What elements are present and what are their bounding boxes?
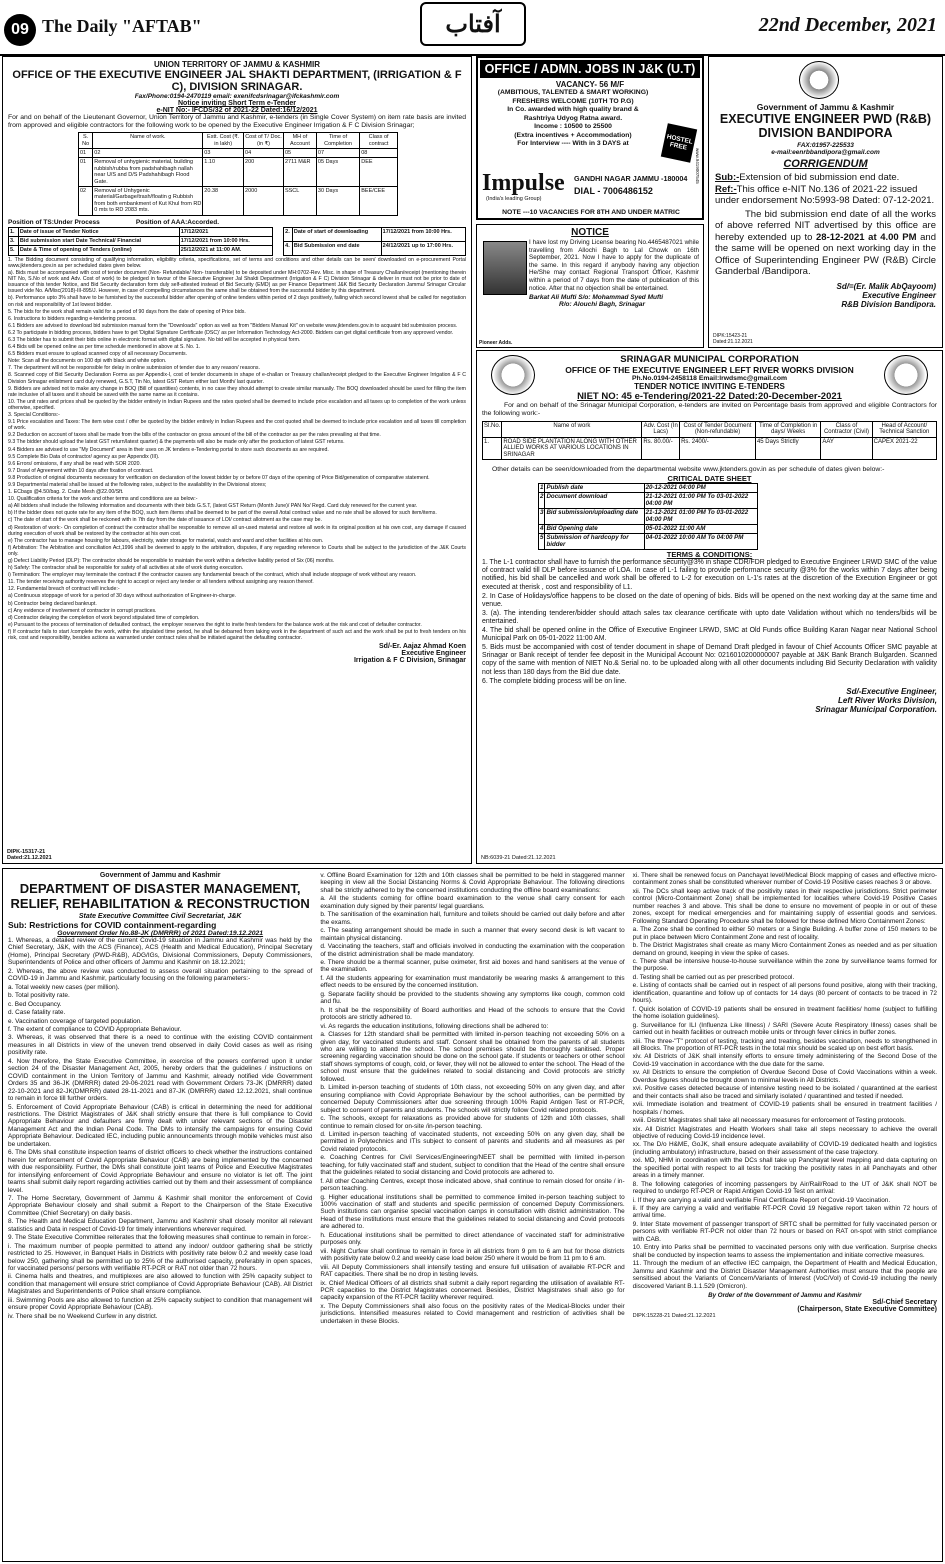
term-item: 9. Bidders are advised not to make any change in BOQ (Bill of quantities) contents, in no case they should attempt to create similar manually. The BOQ downloaded should be used for filling the item rate inclusive of all taxes and it should be saved with the same name as it contains. <box>8 385 466 398</box>
order-paragraph: i. If they are carrying a valid and verifiable Final Certificate Report of Covid-19 Vaccination. <box>632 1196 891 1204</box>
order-paragraph: iv. There shall be no Weekend Curfew in any district. <box>8 1312 158 1320</box>
term-item: 6.1 Bidders are advised to download bid submission manual form the "Downloads" option as well as from "Bidders Manual Kit" on website www.jktenders.gov.in to acquaint bid submission process. <box>8 322 458 329</box>
table-cell: ROAD SIDE PLANTATION ALONG WITH OTHER ALLIED WORKS AT VARIOUS LOCATIONS IN SRINAGAR <box>502 437 642 459</box>
dm-dipk: DIPK:15228-21 Dated:21.12.2021 <box>632 1313 716 1320</box>
issue-date: 22nd December, 2021 <box>758 14 937 36</box>
smc-nb: NB:6039-21 Dated:21.12.2021 <box>481 855 556 861</box>
term-item: b). Performance upto 3% shall have to be furnished by the successful bidder after opening of online tenders within period of 2 days positively, failing which second lowest shall be called for negotiation on risk and responsibility of 1st lowest bidder. <box>8 295 466 308</box>
term-item: c) The date of start of the work shall be reckoned with in 7th day from the date of issuance of LOI/ contract allotment as the case may be. <box>8 517 322 524</box>
table-row <box>483 437 937 459</box>
order-paragraph: h. Educational institutions shall be permitted to direct attendance of vaccinated staff for administrative purposes only. <box>320 1231 625 1247</box>
table-header-cell: S. No <box>79 133 93 149</box>
schedule-cell: 25/12/2021 at 11:00 AM. <box>179 246 272 255</box>
table-cell: 02 <box>93 149 203 158</box>
table-cell: 20.38 <box>203 187 244 216</box>
order-paragraph: i. The maximum number of people permitted to attend any indoor/ outdoor gathering shall be strictly restricted to 25. However, in Banquet Halls in Districts with positivity rate below 0.2 and weekly case load below 250, gathering shall be permitted up to 25% of the authorised capacity, preferably in open spaces, for vaccinated persons/ persons with verifiable RT-PCR or RAT not older than 72 hours. <box>8 1242 313 1273</box>
impulse-line: (Extra incentives + Accommodation) <box>514 131 632 139</box>
impulse-line: FRESHERS WELCOME (10TH TO P.G) <box>512 97 634 105</box>
dm-paragraphs <box>8 872 937 1325</box>
dm-title: DEPARTMENT OF DISASTER MANAGEMENT, RELIEF, REHABILITATION & RECONSTRUCTION <box>10 881 310 911</box>
pwd-dipk: DIPK:15423-21 Dated:21.12.2021 <box>713 333 753 345</box>
date-cell: 5 <box>539 534 545 550</box>
table-header-cell: Adv. Cost (In Lacs) <box>643 423 678 436</box>
order-paragraph: ii. Cinema halls and theatres, and multiplexes are also allowed to function with 25% capacity subject to condition that management will ensure strict compliance of Covid Appropriate Behaviour (CAB). All District Magistrates and Superintendents of Police shall ensure compliance. <box>8 1273 313 1296</box>
term-item: 1. The L-1 contractor shall have to furnish the performance security@3% in shape CDR/FDR pledged to Executive Engineer LRWD SMC of the value of contract valid till DLP before issuance of LOA. In case of L-1 failing to provide performance security @3% for the works within 7 days after being notified, his bid shall be cancelled and work shall be offered to L-2 for execution on L-1's rates at the discretion of the Execution Engineer or got executed at therisk , cost and responsibility of L1. <box>482 559 937 591</box>
page-header <box>0 0 945 56</box>
table-cell: 200 <box>244 158 284 187</box>
term-item: d) Contractor delaying the completion of work beyond stipulated time of completion. <box>8 614 200 621</box>
date-row <box>539 484 758 493</box>
smc-title: SRINAGAR MUNICIPAL CORPORATION <box>620 354 799 365</box>
jal-work-table <box>78 132 398 215</box>
order-paragraph: b. The sanitisation of the examination hall, furniture and toilets should be carried out daily before and after the exams. <box>320 911 625 926</box>
dm-subject: Sub: Restrictions for COVID containment-regarding <box>8 920 217 930</box>
table-cell: 02 <box>79 187 93 216</box>
schedule-cell: 2. <box>284 227 293 241</box>
smc-logo-icon <box>884 355 928 395</box>
schedule-cell: Date of start of downloading <box>292 227 381 241</box>
order-paragraph: iii. Swimming Pools are also allowed to function at 25% capacity subject to condition that management will ensure proper Covid Appropriate Behaviour (CAB). <box>8 1296 313 1312</box>
schedule-cell: 17/12/2021 <box>179 227 272 236</box>
jal-nit: e-NIT No:- IFCDS/32 of 2021-22 Dated:16/12/2021 <box>156 107 318 114</box>
schedule-cell: 3. <box>9 237 19 246</box>
pwd-fax: FAX:01957-225533 <box>797 142 854 149</box>
lost-license-notice <box>476 224 704 348</box>
impulse-line: (AMBITIOUS, TALENTED & SMART WORKING) <box>497 89 649 96</box>
schedule-row <box>9 246 273 255</box>
order-paragraph: v. Offline Board Examination for 12th and 10th classes shall be permitted to be held in staggered manner keeping in view all the Social Distancing Norms & Covid Appropriate Behaviour. The following directions shall be strictly adhered to by the concerned institutions conducting the offline board examinations: <box>320 872 625 894</box>
pwd-sub: Sub:-Extension of bid submission end date. <box>715 172 900 183</box>
term-item: c) Any evidence of involvement of contractor in corrupt practices. <box>8 607 157 614</box>
term-item: a) Continuous stoppage of work for a period of 30 days without authorization of Engineer-in-charge. <box>8 593 237 600</box>
paper-name: The Daily "AFTAB" <box>42 16 202 36</box>
order-paragraph: g. Separate facility should be provided to the students showing any symptoms like cough, common cold and flu. <box>320 990 625 1006</box>
table-header-cell: Name of work. <box>93 133 203 149</box>
term-item: 9.2 Deduction on account of taxes shall be made from the bills of the contractor on gross amount of the bill of the contractor as per the rates prevailing at that time. <box>8 432 381 439</box>
order-paragraph: a. Total weekly new cases (per million). <box>8 983 120 991</box>
date-row <box>539 525 758 534</box>
smc-terms-title: TERMS & CONDITIONS: <box>666 550 753 560</box>
date-cell: 3 <box>539 509 545 525</box>
term-item: b) If the bidder does not quote rate for any item of the BOQ, such item /items shall be deemed to be part of the overall /total contract value and no rate shall be allowed for such item/items. <box>8 510 437 517</box>
table-cell: 07 <box>316 149 359 158</box>
order-paragraph: 5. Enforcement of Covid Appropriate Behaviour (CAB) is critical in determining the need for additional restrictions. The District Magistrates of J&K shall strictly ensure that there is full compliance to Covid Appropriate Behaviour and defaulters are firmly dealt with under relevant sections of the Disaster Management Act and the Indian Penal Code. The DMs to intensify the campaigns for ensuring Covid Appropriate Behaviour. Dedicated IEC, including public announcements through mobile vehicles must also be undertaken. <box>8 1103 313 1148</box>
order-paragraph: e. There should be a thermal scanner, pulse oximeter, first aid boxes and hand sanitisers at the venue of the examination. <box>320 958 625 974</box>
order-paragraph: f. The extent of compliance to COVID Appropriate Behaviour. <box>8 1025 182 1033</box>
pwd-corrigendum-title: CORRIGENDUM <box>783 158 868 170</box>
order-paragraph: a. The Zone shall be confined to either 50 meters or a Single Building. A buffer zone of 150 meters to be put in place between Micro Containment Zone and rest of locality. <box>632 926 937 941</box>
date-cell: 2 <box>539 493 545 509</box>
table-numbers <box>79 149 398 158</box>
term-item: 9.7 Drawl of Agreement within 10 days after fixation of contract. <box>8 467 154 474</box>
impulse-side-number: www.9419007545 <box>695 148 700 184</box>
notice-signature: Barkat Ali Mufti S/o: Mohammad Syed Mufti <box>529 294 664 302</box>
table-cell: Rs. 2400/- <box>680 437 756 459</box>
smc-signature: Sd/-Executive Engineer, Left River Works Division, Srinagar Municipal Corporation. <box>815 686 937 714</box>
pwd-ref: Ref:-This office e-NIT No.136 of 2021-22 issued under endorsement No:5993-98 Dated: 07-12-2021. <box>715 183 935 206</box>
table-cell: CAPEX 2021-22 <box>872 437 936 459</box>
order-paragraph: vi. As regards the education institutions, following directions shall be adhered to: <box>320 1022 549 1030</box>
order-paragraph: viii. All Deputy Commissioners shall intensify testing and ensure full utilisation of available RT-PCR and RAT capacities. There shall be no drop in testing levels. <box>320 1263 625 1279</box>
order-paragraph: vii. Night Curfew shall continue to remain in force in all districts from 9 pm to 6 am but for those districts with positivity rate below 0.2 and weekly case load below 250 where it would be from 11 pm to 6 am. <box>320 1247 625 1263</box>
order-paragraph: b. The District Magistrates shall create as many Micro Containment Zones as needed and as per situation demand on ground, keeping in view the spike of cases. <box>632 942 937 957</box>
table-header-cell: Cost of Tender Document (Non-refundable) <box>680 422 756 438</box>
order-paragraph: 1. Whereas, a detailed review of the current Covid-19 situation in Jammu and Kashmir was held by the Chief Secretary, J&K, with the ACS (Finance), ACS (Health and Medical Education), Principal Secretary (Home), Principal Secretary (PWD-R&B), ADG/IGs, Divisional Commissioners, Deputy Commissioners, Superintendents of Police and other officers of Jammu and Kashmir on 18.12.2021; <box>8 937 313 967</box>
table-cell: 30 Days <box>316 187 359 216</box>
aftab-logo: آفتاب <box>420 2 526 46</box>
table-cell: 08 <box>360 149 398 158</box>
term-item: 6.5 Bidders must ensure to upload scanned copy of all necessary Documents. <box>8 351 188 358</box>
table-cell: 05 <box>283 149 316 158</box>
table-header-cell: Class of contract <box>360 133 398 149</box>
jal-shakti-tender <box>2 56 472 864</box>
term-item: 9.9 Departmental material shall be issued at the following rates, subject to the availability in the Divisional stores; <box>8 481 267 488</box>
order-paragraph: 4. Now therefore, the State Executive Committee, in exercise of the powers conferred upon it under section 24 of the Disaster Management Act, 2005, hereby orders that the guidelines / instructions on COVID containment in the Union Territory of Jammu and Kashmir, already notified vide Government Orders 35 and 36-JK (DMRRR) dated 29-06-2021 read with Government Orders 73-JK (DMRRR) dated 22-10-2021 and 82-JK(DMRRR) dated 28-11-2021 and 87-JK (DMRRR) dated 12.12.2021, shall continue to remain in force till further orders. <box>8 1057 313 1103</box>
table-header-cell: Time of Completion <box>316 133 359 149</box>
term-item: 1. ECbags @4.50/bag. 2. Crate Mesh @22.00/Sft. <box>8 489 124 496</box>
dm-signature: Sd/-Chief Secretary (Chairperson, State Executive Committee) <box>797 1299 937 1314</box>
ut-title: UNION TERRITORY OF JAMMU & KASHMIR <box>153 60 321 69</box>
schedule-row <box>9 237 273 246</box>
table-header <box>79 133 398 149</box>
order-paragraph: h. It shall be the responsibility of Board authorities and Head of the schools to ensure that the Covid protocols are strictly adhered to. <box>320 1006 625 1022</box>
smc-other: Other details can be seen/downloaded from the departmental website www.jktenders.gov.in as per schedule of dates given below:- <box>492 466 885 474</box>
order-paragraph: 6. The DMs shall constitute inspection teams of district officers to check whether the instructions contained herein for enforcement of Covid Appropriate Behaviour (CAB) are being implemented by the concerned with due responsibility. Further, the DMs shall constitute joint teams of Police and Executive Magistrates for intensifying enforcement of Covid Appropriate Behaviour and ensure no violator is let off. The joint teams shall submit daily report regarding activities carried out by them and their assessment of compliance level. <box>8 1149 313 1194</box>
date-cell: Bid submission/uploading date <box>545 509 644 525</box>
impulse-title: OFFICE / ADMN. JOBS IN J&K (U.T) <box>480 60 700 78</box>
date-cell: 4 <box>540 525 544 533</box>
table-row <box>79 158 398 187</box>
term-item: 1. The Bidding document consisting of qualifying information, eligibility criteria, specifications, set of terms and conditions and other details can be seen/ downloaded on e-procurement Portal www.jktenders.gov.in as per scheduled dates given below. <box>8 256 466 269</box>
table-cell: 2711 M&R <box>283 158 316 187</box>
table-cell: Rs. 80.00/- <box>642 437 680 459</box>
order-paragraph: b. Limited in-person teaching of students of 10th class, not exceeding 50% on any given day, and after ensuring compliance with Covid Appropriate Behaviour by the school authorities, can be permitted by concerned Deputy Commissioners after due screening through 100% Rapid Antigen Test or RT-PCR, subject to consent of parents and students. The schools will strictly follow Covid related protocols. <box>320 1084 625 1114</box>
term-item: 7. The department will not be responsible for delay in online submission of tender due to any reason/ reasons. <box>8 365 260 372</box>
jal-terms <box>8 257 466 641</box>
term-item: h) Safety: The contractor shall be responsible for safety of all activities at site of work during execution. <box>8 565 244 572</box>
smc-work-table <box>482 421 937 460</box>
table-cell: 2000 <box>244 187 284 216</box>
smc-nit: NIET NO: 45 e-Tendering/2021-22 Dated:20-December-2021 <box>577 391 842 402</box>
date-cell: Publish date <box>545 484 644 493</box>
date-cell: Submission of hardcopy for bidder <box>545 534 644 550</box>
term-item: 3. (a). The intending tenderer/bidder should attach sales tax clearance certificate with upto date Validation without which no tenders/bids will be entertained. <box>482 609 937 625</box>
pwd-email: e-mail:eenrbbandipora@gmail.com <box>771 149 880 156</box>
pwd-body: The bid submission end date of all the works of above referred NIT advertised by this office are hereby extended up to 28-12-2021 at 4.00 PM and the same will be opened on next working day in the Office of Superintending Engineer PW (R&B) Circle Ganderbal /Bandipora. <box>715 208 937 277</box>
impulse-note: NOTE ---10 VACANCIES FOR 8TH AND UNDER MATRIC <box>502 209 680 216</box>
order-paragraph: 9. Inter State movement of passenger transport of SRTC shall be permitted for fully vaccinated person or persons with verifiable RT-PCR not older than 72 hours or based on RAT on-spot with strict compliance with CAB. <box>632 1220 937 1243</box>
order-paragraph: xi. There shall be renewed focus on Panchayat level/Medical Block mapping of cases and effective micro-containment zones shall be constituted wherever number of Covid-19 Positive cases reaches 3 or above. <box>632 872 937 887</box>
order-paragraph: 10. Entry into Parks shall be permitted to vaccinated persons only with due verification. Surprise checks shall be conducted by inspection teams to assess the implementation and initiate corrective measures. <box>632 1244 937 1259</box>
term-item: 6. The complete bidding process will be on line. <box>482 677 627 685</box>
table-header-cell: Sl.No. <box>483 422 502 438</box>
schedule-cell: Date & Time of opening of Tenders (online) <box>18 246 179 255</box>
term-item: f) If contractor fails to start /complete the work, within the stipulated time period, he shall be debarred from taking work in the department of such act and the work shall be put to fresh tenders on his risk, cost and responsibility, besides actions as warranted under contract rules shall be initiated against the defaulting contractor. <box>8 628 466 642</box>
pwd-corrigendum <box>708 56 943 348</box>
table-cell: 04 <box>244 149 284 158</box>
table-cell: BEE/CEE <box>360 187 398 216</box>
term-item: 2. In Case of Holidays/office happens to be closed on the date of opening of bids. Bids will be opened on the next working day at the same time and venue. <box>482 592 937 608</box>
order-paragraph: g. Higher educational institutions shall be permitted to commence limited in-person teaching subject to 100% vaccination of staff and students and specific permission of concerned Deputy Commissioners. Such institutions can organise special vaccination camps in consultation with district administration. The Head of these institutions must ensure that the guidelines related to social distancing and Covid protocols are adhered to. <box>320 1193 625 1231</box>
order-paragraph: 3. Whereas, it was observed that there is a need to continue with the existing COVID containment measures in all Districts in view of the uneven trend observed in daily Covid cases as well as rising positivity rate. <box>8 1034 313 1057</box>
dm-secretariat: State Executive Committee Civil Secretariat, J&K <box>78 913 242 920</box>
order-paragraph: xxi. MD, NHM in coordination with the DCs shall take up Panchayat level mapping and data capturing on the specified portal with respect to all tests for tracking the positivity rates in all Panchayats and other areas in a timely manner. <box>632 1157 937 1180</box>
jal-title: OFFICE OF THE EXECUTIVE ENGINEER JAL SHAKTI DEPARTMENT, (IRRIGATION & F C), DIVISION SRINAGAR. <box>12 69 462 93</box>
smc-terms <box>482 559 937 685</box>
jal-dipk: DIPK-15317-21 Dated:21.12.2021 <box>7 849 52 861</box>
order-paragraph: x. The Deputy Commissioners shall also focus on the positivity rates of the Medical-Blocks under their jurisdictions. Intensified measures related to Covid management and restriction of activities shall be undertaken in these Blocks. <box>320 1302 625 1325</box>
term-item: 9.4 Bidders are advised to use "My Document" area in their uses on JK tenders e-Tendering portal to store such documents as are required. <box>8 446 329 453</box>
order-paragraph: c. Bed Occupancy. <box>8 1000 62 1008</box>
term-item: g) Defect Liability Period (DLP): The contractor should be responsible to maintain the work within a defective liability period of Six (06) months. <box>8 558 335 564</box>
order-paragraph: 11. Through the medium of an effective IEC campaign, the Department of Health and Medical Education, Jammu and Kashmir and the District Disaster Management Authorities must ensure that the people are sensitised about the Variants of Concern/Variants of Interest (VoC/VoI) of Covid-19 including the newly discovered Variant B.1.1.529 (Omicron). <box>632 1260 937 1290</box>
date-row <box>539 509 758 525</box>
term-item: b) Contractor being declared bankrupt. <box>8 600 97 607</box>
notice-address: R/o: Alouchi Bagh, Srinagar <box>559 301 646 309</box>
table-cell: 1. <box>483 437 502 459</box>
order-paragraph: 2. Whereas, the above review was conducted to assess overall situation pertaining to the spread of COVID-19 in Jammu and Kashmir, particularly focusing on the following parameters:- <box>8 967 313 983</box>
order-paragraph: c. The schools, except for relaxations as provided above for students of 12th and 10th classes, shall continue to remain closed for on-site /in-person teaching. <box>320 1115 625 1130</box>
schedule-row <box>284 241 466 255</box>
date-cell: 21-12-2021 01:00 PM To 03-01-2022 04:00 PM <box>644 493 757 509</box>
dm-order-no: Government Order No.88-JK (DMRRR) of 2021 Dated:19.12.2021 <box>57 930 264 937</box>
schedule-cell: 17/12/2021 from 10:00 Hrs. <box>179 237 272 246</box>
table-cell: 05 Days <box>316 158 359 187</box>
jal-schedule <box>8 227 466 256</box>
term-item: 6.4 Bids will be opened online as per time schedule mentioned in above at S. No. 1. <box>8 344 201 351</box>
date-row <box>539 534 758 550</box>
term-item: Note: Scan all the documents on 100 dpi with black and white option. <box>8 358 167 365</box>
table-row <box>79 187 398 216</box>
term-item: 4. The bid shall be opened online in the Office of Executive Engineer LRWD, SMC at Old Funds office Building Karan Nagar near National School Municipal Park on 05-01-2022 11:00 AM. <box>482 627 937 643</box>
term-item: 10. Qualification criteria for the work and other terms and conditions are as below:- <box>8 496 198 503</box>
table-cell: 01 <box>79 158 93 187</box>
term-item: 5. The bids for the work shall remain valid for a period of 90 days from the date of opening of Price bids. <box>8 308 246 315</box>
disaster-management-order <box>2 868 943 1562</box>
table-cell: DEE <box>360 158 398 187</box>
impulse-line: Income : 10500 to 25500 <box>534 123 612 130</box>
date-cell: 04-01-2022 10:00 AM To 04:00 PM <box>644 534 757 550</box>
notice-body: I have lost my Driving License bearing No.4465487021 while travelling from Allochi Bagh to Lal Chowk on 16th September, 2021. Now I have to apply for the duplicate of the same. In this regard if anybody having any objection He/She may contact Regional Transport Officer, Kashmir within a period of 7 days from the date of publication of this notice. After that no objection shall be entertained. <box>529 239 699 292</box>
jal-intro: For and on behalf of the Lieutenant Governor, Union Territory of Jammu and Kashmir, e-tenders (in Single Cover System) on item rate basis are invited from approved and eligible contractors for the following work to be opened by the Executive Engineer Irrigation & F C Division Srinagar; <box>8 114 466 129</box>
term-item: 5. Bids must be accompanied with cost of tender document in shape of Demand Draft pledged in favour of Chief Accounts Officer SMC payable at Srinagar or Bank receipt of tender fee deposit in the Municipal Account No: 0216010200000007 payable at J&K Bank Branch Bulgarden. Scanned copy of the same with mention of NIET No.& Serial no. to be uploaded along with all other documents including Bid Security Declaration with validity not less than 180 days from the Bid due date. <box>482 644 937 676</box>
notice-title: NOTICE <box>571 227 609 238</box>
term-item: 9.8 Production of original documents necessary for verification on declaration of the lowest bidder by or before 07 days of the opening of Price Bid/generation of comparative statement. <box>8 474 430 481</box>
order-paragraph: f. Quick isolation of COVID-19 patients shall be ensured in treatment facilities/ home (subject to fulfilling the home isolation guidelines). <box>632 1005 937 1021</box>
term-item: d) Restoration of work:- On completion of contract the contractor shall be responsible to remove all un-used material and restore all work in its original position at his own cost, any damage if caused during execution of work shall be restored by the contractor at his own cost. <box>8 524 466 537</box>
order-paragraph: xvi. Positive cases detected because of intensive testing need to be isolated / quarantined at the earliest and their contacts shall also be traced and similarly isolated / quarantined and tested if needed. <box>632 1085 937 1100</box>
term-item: 3. Special Conditions:- <box>8 412 60 419</box>
table-cell: 01 <box>79 149 93 158</box>
term-item: 6.3 The bidder has to submit their bids online in electronic format with digital signature. No bid will be accepted in physical form. <box>8 337 301 343</box>
order-paragraph: d. Limited in-person teaching of vaccinated students, not exceeding 50% on any given day, shall be permitted in Polytechnics and ITIs subject to consent of parents and students and all measures as per Covid related protocols. <box>320 1130 625 1153</box>
jal-signature: Sd/-Er. Aajaz Ahmad Koen Executive Engineer Irrigation & F C Division, Srinagar <box>353 643 466 665</box>
schedule-row <box>9 227 273 236</box>
order-paragraph: xx. The D/o H&ME, GoJK, shall ensure adequate availability of COVID-19 dedicated health and logistics (including ambulatory) infrastructure, based on their assessment of the case trajectory. <box>632 1141 937 1156</box>
pwd-signature: Sd/=(Er. Malik AbQayoom) Executive Engineer R&B Division Bandipora. <box>836 281 936 309</box>
order-paragraph: f. All other Coaching Centres, except those indicated above, shall continue to remain closed for onsite / in-person teaching. <box>320 1177 625 1193</box>
order-paragraph: 7. The Home Secretary, Government of Jammu & Kashmir shall monitor the enforcement of Covid Appropriate Behaviour closely and shall submit a Report to the Chairperson of the State Executive Committee (Chief Secretary) on daily basis. <box>8 1194 313 1217</box>
date-cell: 1 <box>540 484 544 492</box>
smc-tender <box>476 350 943 864</box>
impulse-line: For Interview ---- With in 3 DAYS at <box>517 140 629 147</box>
table-header-cell: Estt. Cost (₹. in lakh) <box>203 133 244 149</box>
table-header-cell: MH of Account <box>283 133 316 149</box>
date-cell: Document download <box>545 493 644 509</box>
smc-phone: Ph.No.0194-2458118 Email:lrwdsmc@gmail.com <box>631 375 788 382</box>
jal-position: Position of TS:Under Process Position of AAA:Accorded. <box>8 218 220 226</box>
term-item: 9.1 Price escalation and Taxes: The item wise cost / offer be quoted by the bidder entirely in Indian Rupees and the cost quoted shall be deemed to include price escalation and all taxes till completion of work. <box>8 419 466 432</box>
order-paragraph: c. There shall be intensive house-to-house surveillance within the zone by surveillance teams formed for the purpose. <box>632 957 937 973</box>
order-paragraph: ix. Chief Medical Officers of all districts shall submit a daily report regarding the utilisation of available RT-PCR capacities to the District Magistrates concerned. Besides, District Magistrates shall also go for capacity expansion of the RT-PCR facility wherever required. <box>320 1279 625 1302</box>
order-paragraph: d. Case fatality rate. <box>8 1009 66 1017</box>
term-item: 8. Scanned copy of Bid Security Declaration Forms as per Appendix-I, cost of tender documents in shape of e-challan or Treasury challan/receipt pledged to the Executive Engineer Irrigation & F C Division Srinagar enlistment card duly renewed, G.S.T, Tin No, latest GST Return either last Month/ last quarter. <box>8 372 466 385</box>
date-cell: 20-12-2021 04:00 PM <box>644 484 757 493</box>
pwd-title: EXECUTIVE ENGINEER PWD (R&B) DIVISION BANDIPORA <box>719 112 932 140</box>
impulse-line: Rashtriya Udyog Ratna award. <box>523 114 623 122</box>
order-paragraph: 8. The following categories of incoming passengers by Air/Rail/Road to the UT of J&K shall NOT be required to undergo RT-PCR or Rapid Antigen Covid-19 Test on arrival: <box>632 1180 937 1196</box>
schedule-cell: 5. <box>9 246 19 255</box>
schedule-cell: Bid submission start Date Technical/ Financial <box>18 237 179 246</box>
smc-emblem-icon <box>491 355 535 395</box>
term-item: 12. Fundamental breach of contract will include:- <box>8 586 120 593</box>
order-paragraph: xiv. All Districts of J&K shall intensify efforts to ensure timely administering of the Second Dose of the Covid-19 vaccination in accordance with the due date for the same. <box>632 1053 937 1068</box>
smc-intro: For and on behalf of the Srinagar Municipal Corporation, e-tenders are invited on Percentage basis from approved and eligible Contractors for the following work:- <box>482 402 937 417</box>
table-cell: Removal of Unhygenic material/Garbage/trash/floatin g Rubbish from both embankment of Kut Khul from RD 0 mts to RD 2083 mts. <box>94 188 202 214</box>
pwd-gov: Government of Jammu & Kashmir <box>756 102 895 112</box>
date-row <box>539 493 758 509</box>
date-cell: 21-12-2021 01:00 PM To 03-01-2022 04:00 PM <box>644 509 757 525</box>
order-paragraph: f. All the students appearing for examination must mandatorily be wearing masks & arrangement to this effect needs to be ensured by the concerned institution. <box>320 974 625 990</box>
dm-order-by: By Order of the Government of Jammu and Kashmir <box>708 1292 862 1300</box>
smc-critical-title: CRITICAL DATE SHEET <box>667 474 752 484</box>
smc-date-sheet <box>538 483 758 550</box>
order-paragraph: xii. The DCs shall keep active track of the positivity rates in their respective jurisdictions. Strict perimeter control (Micro-Containment Zone) shall be implemented for localities where Covid-19 Positive Cases number reaches 3 and above. This shall be done to ensure no movement of people in or out of these zones, except for medical emergencies and for maintaining supply of essential goods and services. Following Standard Operating Procedure shall be followed for these defined Micro Containment Zones: <box>632 887 937 925</box>
term-item: a) All bidders shall include the following information and documents with their bids G.S.T, (latest GST Return (Month June)/ PAN No/ Regd. Card duly renewed for the current year. <box>8 503 418 510</box>
schedule-cell: 24/12/2021 up to 17:00 Hrs. <box>381 241 465 255</box>
schedule-cell: Date of issue of Tender Notice <box>18 227 179 236</box>
order-paragraph: d. Vaccinating the teachers, staff and officials involved in conducting the examination with the cooperation of the district administration shall be made mandatory. <box>320 943 625 958</box>
order-paragraph: e. Listing of contacts shall be carried out in respect of all persons found positive, along with their tracking, identification, quarantine and follow up of contacts for 14 days (80 percent of contacts to be traced in 72 hours). <box>632 982 937 1005</box>
table-cell: 1.10 <box>203 158 244 187</box>
schedule-cell: 4. <box>284 241 293 255</box>
table-cell: SSCL <box>283 187 316 216</box>
table-cell: Removal of unhygienic material, building rubbish/rubba from padshahibagh nallah near U/S and D/S Padshahibagh Flood Gate. <box>93 158 203 187</box>
impulse-vacancy: VACANCY- 56 M/F <box>555 80 625 89</box>
term-item: 6. Instructions to bidders regarding e-tendering process. <box>8 315 137 322</box>
term-item: a). Bids must be accompanied with cost of tender document (Non- Refundable/ Non- transferable) to be deposited under MH:0702-Rev. Misc. in shape of Treasury Challan/receipt (mentioning therein NIT No, S.No of work and Adv. Cost of work) to be pledged in favour of the Executive Engineer Jal Shakti Department (Irrigation & F C) Division Srinagar & deliver in must not be prior to date of issuance of this tender Notice, and Bid Security declaration form duly self-attested instead of Bid Security (EMD) as per Finance Department J&K Bid Security Declaration Jammu/ Srinagar Circular issued vide No. A/Misc(2018)-III-895/J. However, in case of compelling circumstances the same shall be obtained from the successful bidder by this department. <box>8 270 466 295</box>
table-header-cell: Time of Completion in days/ Weeks <box>755 422 820 438</box>
order-paragraph: xvii. Immediate isolation and treatment of COVID-19 patients shall be ensured in treatment facilities / hospitals / homes. <box>632 1101 937 1116</box>
order-paragraph: xix. All District Magistrates and Health Workers shall take all steps necessary to achieve the overall objective of reducing Covid-19 incidence level. <box>632 1125 937 1140</box>
page-number: 09 <box>4 14 36 46</box>
smc-sub: OFFICE OF THE EXECUTIVE ENGINEER LEFT RIVER WORKS DIVISION <box>565 365 854 375</box>
impulse-details <box>480 89 666 149</box>
order-paragraph: c. The seating arrangement should be made in such a manner that every second desk is left vacant to maintain physical distancing. <box>320 927 625 942</box>
table-header-cell: Head of Account/ Technical Sanction <box>872 422 936 438</box>
jal-fax: Fax/Phone:0194-2470119 email: exenifcdsrinagar@ifckashmir.com <box>134 93 340 100</box>
notice-agency: Pioneer Adds. <box>479 340 513 346</box>
table-header-cell: Class of Contractor (Civil) <box>821 422 872 438</box>
schedule-cell: Bid Submission end date <box>292 241 381 255</box>
jk-emblem-icon <box>799 61 839 99</box>
impulse-dial: DIAL - 7006486152 <box>574 186 653 196</box>
impulse-brand-sub: (India's leading Group) <box>486 196 542 202</box>
order-paragraph: e. Coaching Centres for Civil Services/Engineering/NEET shall be permitted with limited in-person teaching, for fully vaccinated staff and student, subject to condition that the Head of the centre shall ensure that the guidelines related to social distancing and Covid protocols are adhered to. <box>320 1154 625 1177</box>
order-paragraph: e. Vaccination coverage of targeted population. <box>8 1017 143 1025</box>
impulse-brand: Impulse <box>482 170 565 196</box>
impulse-jobs-ad <box>476 56 704 220</box>
impulse-address: GANDHI NAGAR JAMMU -180004 <box>574 174 688 183</box>
term-item: e) The contractor has to manage housing for labours, electricity, water storage for material, watch and ward and other facilities at his own. <box>8 537 324 544</box>
table-cell: 03 <box>203 149 244 158</box>
table-header-cell: Cost of T/ Doc. (in ₹) <box>245 134 282 147</box>
order-paragraph: a. All the students coming for offline board examination to the venue shall carry consent for each examination duly signed by their parents/ legal guardians. <box>320 895 625 910</box>
order-paragraph: a. Classes for 12th standard shall be permitted with limited in-person teaching not exceeding 50% on a given day, for vaccinated students and staff. Consent shall be obtained from the parents of all students who are willing to attend the school. The school premises should be thoroughly sanitised. Proper screening regarding vaccination should be done on the school gate. If students or teachers or other school staff shows symptoms of cough, cold, or fever, they will not be allowed to enter the school. The Head of the school must ensure that the guidelines related to social distancing and Covid protocols are strictly followed. <box>320 1031 625 1083</box>
table-cell: 45 Days Strictly <box>755 437 820 459</box>
term-item: 9.5 Complete Bio Data of contractor/ agency as per Appendix (III). <box>8 453 160 460</box>
schedule-cell: 17/12/2021 from 10:00 Hrs. <box>381 227 465 241</box>
term-item: 11. The tender receiving authority reserves the right to accept or reject any tender or all tenders without assigning any reason thereof. <box>8 579 314 586</box>
smc-notice: TENDER NOTICE INVITING E-TENDERS <box>634 382 785 391</box>
date-cell: Bid Opening date <box>545 525 644 534</box>
order-paragraph: ii. If they are carrying a valid and verifiable RT-PCR Covid 19 Negative report taken within 72 hours of arrival time. <box>632 1205 937 1220</box>
term-item: 6.2 To participate in bidding process, bidders have to get 'Digital Signature Certificate (DSC)' as per Information Technology Act-2000. Bidders can get digital certificate from any approved vendor. <box>8 329 454 336</box>
term-item: i) Termination: The employer may terminate the contract if the contractor causes any fundamental breach of the contract, which shall include stoppage of work without any reason. <box>8 572 417 579</box>
table-cell: AAY <box>821 437 872 459</box>
term-item: f) Arbitration: The Arbitration and conciliation Act,1996 shall be deemed to apply to the arbitration, disputes, if any regarding reference to Courts shall be subject to the jurisdiction of the J&K Courts only. <box>8 544 466 557</box>
schedule-row <box>284 227 466 241</box>
term-item: 9.6 Errors/ omissions, if any shall be read with SOR 2020. <box>8 460 141 467</box>
order-paragraph: b. Total positivity rate. <box>8 992 70 1000</box>
dm-gov: Government of Jammu and Kashmir <box>99 872 221 879</box>
term-item: 10. The unit rates and prices shall be quoted by the bidder entirely in Indian Rupees and the rates quoted shall be deemed to include price escalation and all taxes up to completion of the work unless otherwise, specified. <box>8 398 466 411</box>
date-cell: 05-01-2022 11:00 AM <box>644 525 757 534</box>
term-item: e) Pursuant to the process of termination of defaulted contract, the employer reserves the right to invite fresh tenders for the balance work at the risk and cost of defaulter contractor. <box>8 621 422 628</box>
order-paragraph: d. Testing shall be carried out as per prescribed protocol. <box>632 973 795 981</box>
term-item: 9.3 The bidder should upload the latest GST return/latest quarter) & the payments will also be made only after the production of latest GST returns. <box>8 439 345 446</box>
table-header <box>483 422 937 438</box>
person-photo <box>483 241 527 295</box>
order-paragraph: 9. The State Executive Committee reiterates that the following measures shall continue to remain in force:- <box>8 1234 311 1242</box>
table-header-cell: Name of work <box>502 422 642 438</box>
order-paragraph: xv. All Districts to ensure the completion of Overdue Second Dose of Covid Vaccinations within a week. Overdue figures should be brought down to minimal levels in All Districts. <box>632 1069 937 1084</box>
order-paragraph: 8. The Health and Medical Education Department, Jammu and Kashmir shall closely monitor all relevant statistics and Data in respect of Covid-19 for timely interventions wherever required. <box>8 1218 313 1233</box>
order-paragraph: xiii. The three-"T" protocol of testing, tracking and treating, besides vaccination, needs to strengthened in all Blocks. The proportion of RT-PCR tests in the total mix should be scaled up on best effort basis. <box>632 1037 937 1052</box>
order-paragraph: xviii. District Magistrates shall take all necessary measures for enforcement of Testing protocols. <box>632 1117 906 1125</box>
impulse-line: In Co. awarded with high quality brand & <box>507 106 639 113</box>
order-paragraph: g. Surveillance for ILI (Influenza Like Illness) / SARI (Severe Acute Respiratory Illness) cases shall be carried out in health facilities or outreach mobile units or through fever clinics in buffer zones. <box>632 1021 937 1037</box>
schedule-cell: 1. <box>9 227 19 236</box>
jal-notice: Notice inviting Short Term e-Tender <box>178 100 296 107</box>
hostel-free-badge: HOSTEL FREE <box>661 123 697 162</box>
